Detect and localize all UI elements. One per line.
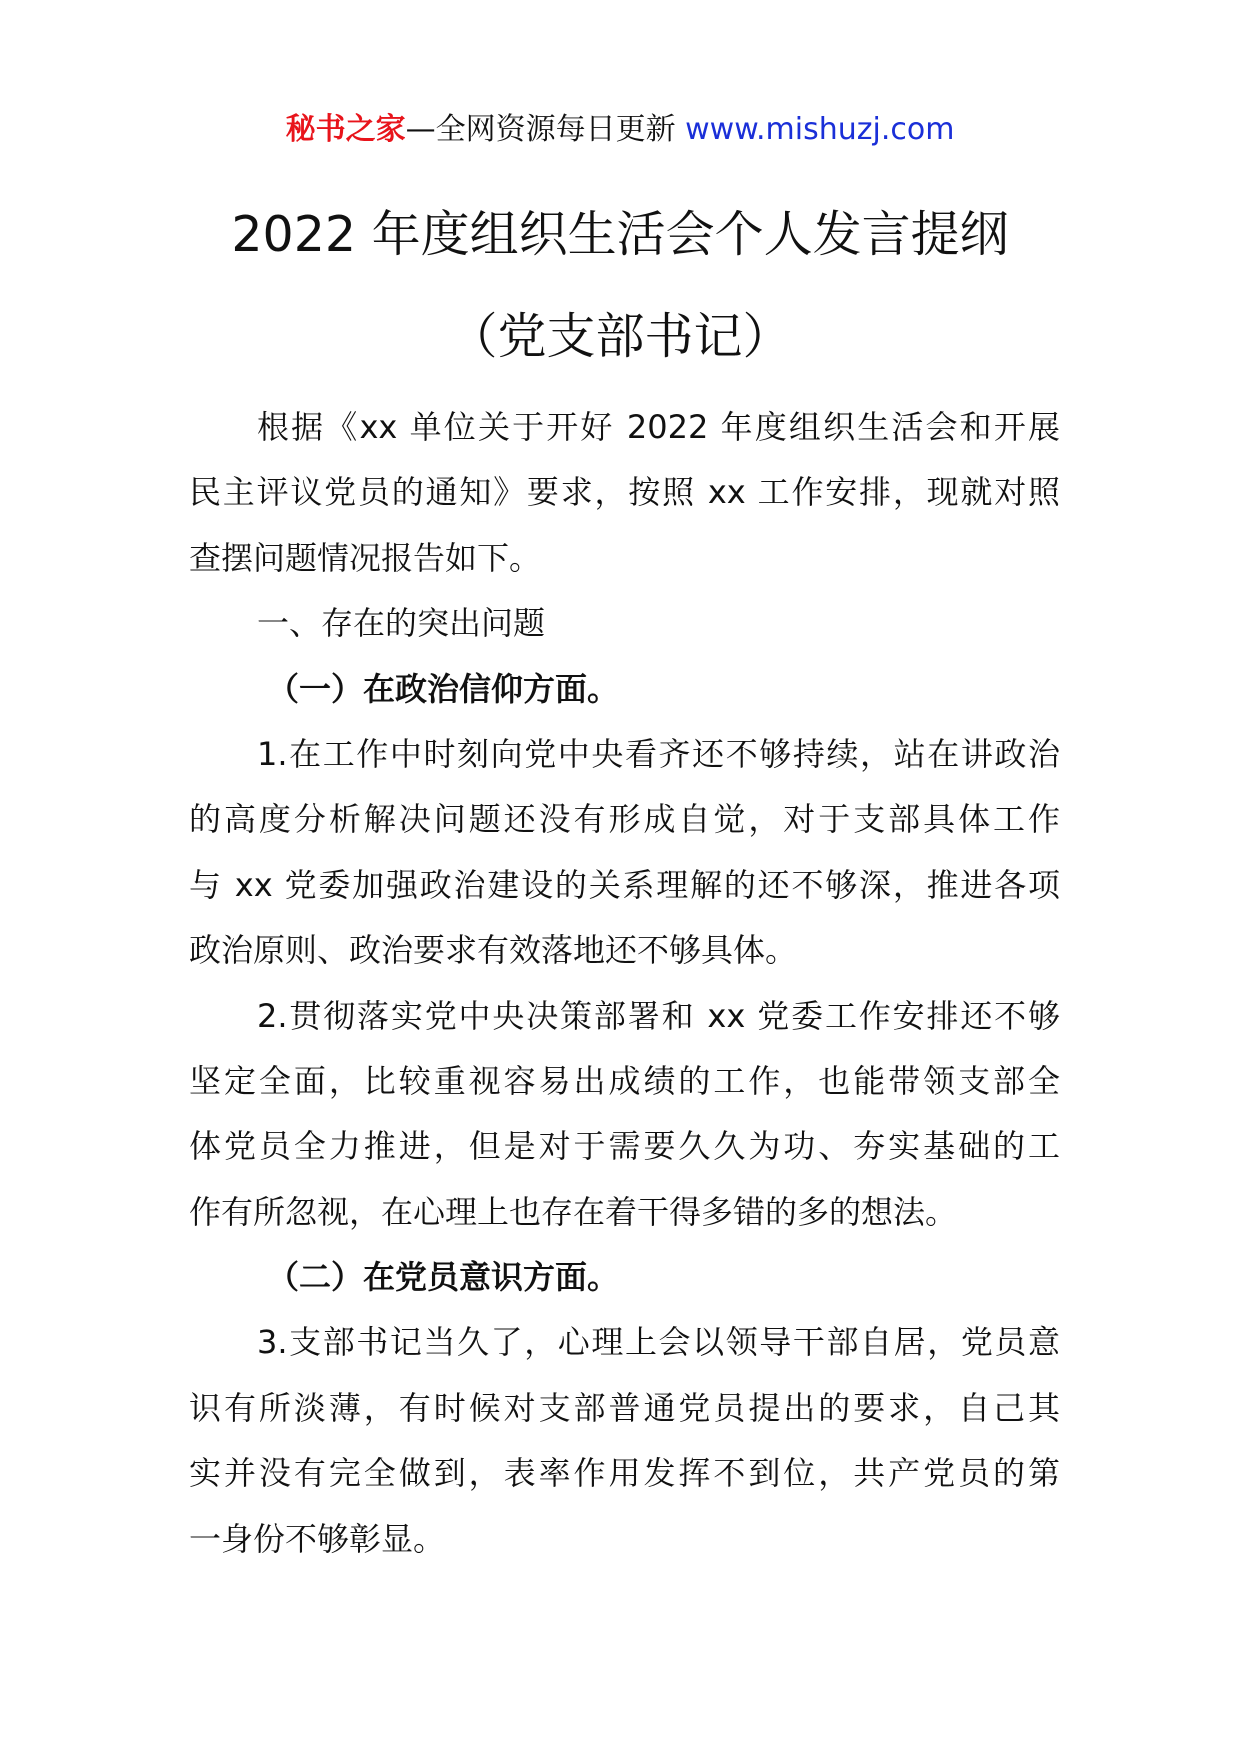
section-heading <box>189 1245 1060 1310</box>
text-line: 体党员全力推进，但是对于需要久久为功、夯实基础的工 <box>189 1127 1060 1166</box>
site-brand: 秘书之家 <box>285 112 406 147</box>
paragraph <box>189 395 1060 591</box>
paragraph <box>189 722 1060 984</box>
text-line: 2.贯彻落实党中央决策部署和 xx 党委工作安排还不够 <box>257 996 1060 1035</box>
paragraph <box>189 984 1060 1246</box>
site-url-link[interactable]: www.mishuzj.com <box>685 112 955 147</box>
paragraph <box>189 1310 1060 1572</box>
text-line: 识有所淡薄，有时候对支部普通党员提出的要求，自己其 <box>189 1388 1060 1427</box>
document-subtitle: （党支部书记） <box>448 308 792 365</box>
text-line: （二）在党员意识方面。 <box>267 1258 620 1297</box>
text-line: 查摆问题情况报告如下。 <box>189 538 542 577</box>
text-line: 根据《xx 单位关于开好 2022 年度组织生活会和开展 <box>257 408 1060 446</box>
text-line: 的高度分析解决问题还没有形成自觉，对于支部具体工作 <box>189 800 1060 839</box>
section-heading <box>189 657 1060 722</box>
text-line: （一）在政治信仰方面。 <box>267 669 620 708</box>
text-line: 一、存在的突出问题 <box>257 604 546 643</box>
text-line: 坚定全面，比较重视容易出成绩的工作，也能带领支部全 <box>189 1061 1060 1100</box>
text-line: 民主评议党员的通知》要求，按照 xx 工作安排，现就对照 <box>189 473 1060 512</box>
site-tagline: —全网资源每日更新 <box>405 112 686 147</box>
text-line: 3.支部书记当久了，心理上会以领导干部自居，党员意 <box>257 1323 1060 1362</box>
text-line: 政治原则、政治要求有效落地还不够具体。 <box>189 931 798 970</box>
text-line: 作有所忽视，在心理上也存在着干得多错的多的想法。 <box>189 1192 958 1231</box>
site-header <box>0 104 1240 148</box>
paragraph <box>189 591 1060 656</box>
text-line: 实并没有完全做到，表率作用发挥不到位，共产党员的第 <box>189 1454 1060 1493</box>
text-line: 一身份不够彰显。 <box>189 1519 446 1558</box>
document-title: 2022 年度组织生活会个人发言提纲 <box>231 206 1009 263</box>
text-line: 与 xx 党委加强政治建设的关系理解的还不够深，推进各项 <box>189 865 1060 904</box>
text-line: 1.在工作中时刻向党中央看齐还不够持续，站在讲政治 <box>257 734 1060 773</box>
document-body <box>189 395 1060 1572</box>
